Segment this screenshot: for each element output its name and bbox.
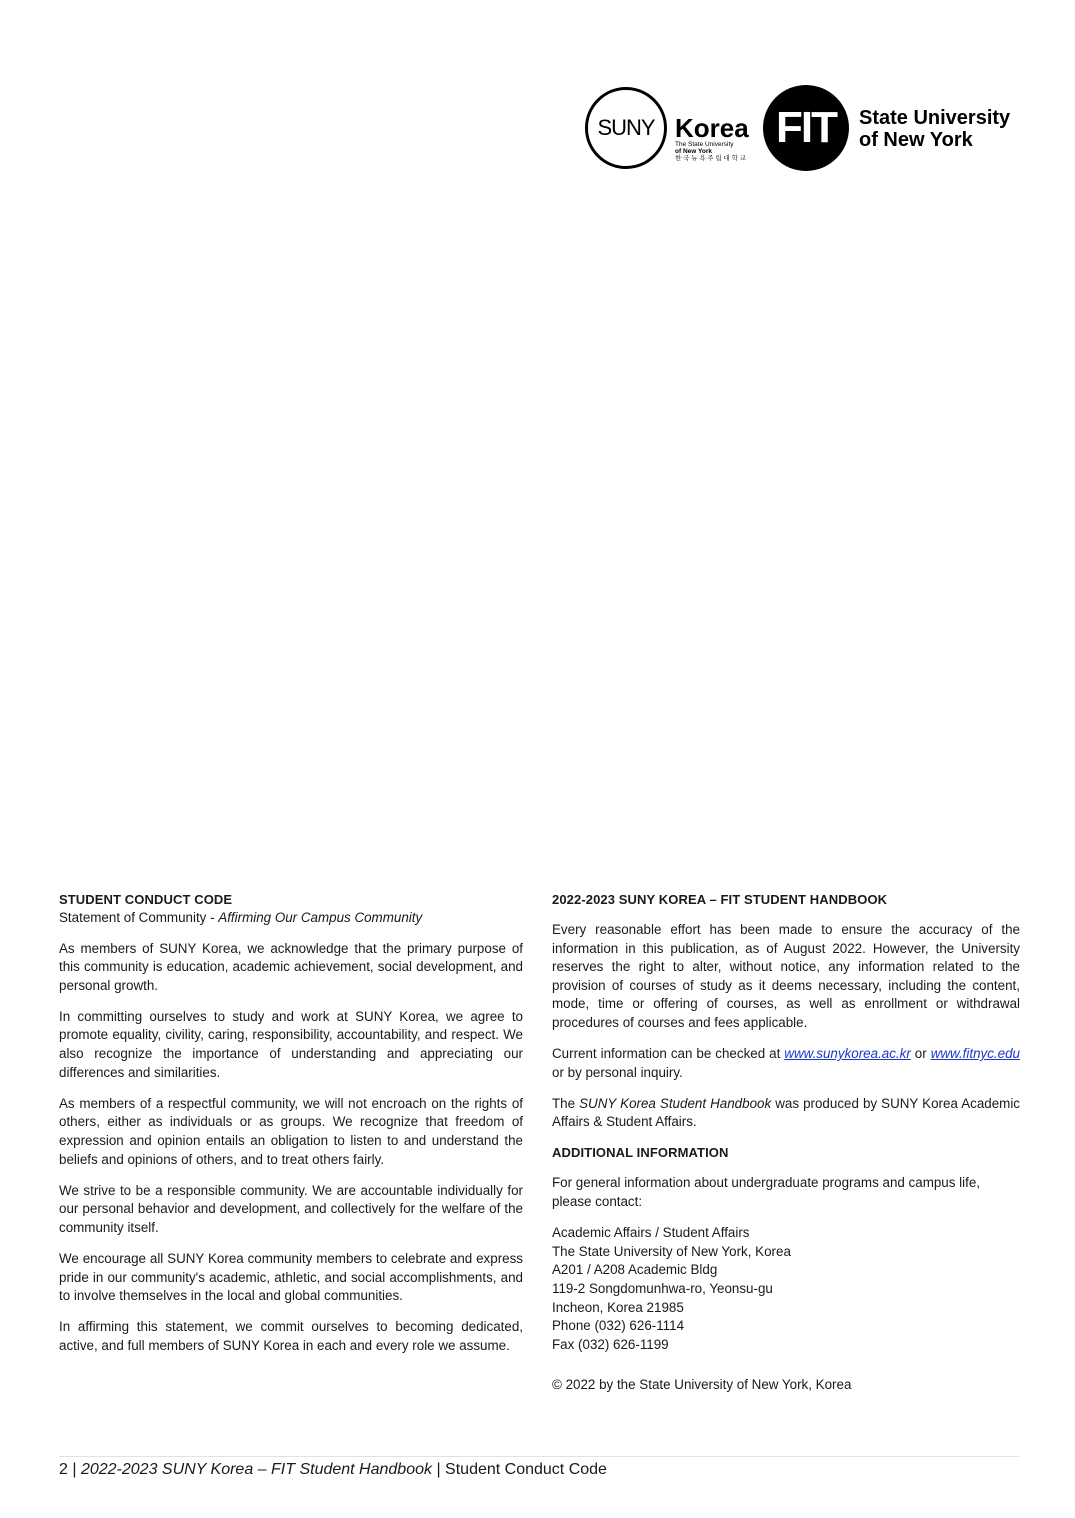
state-university-wordmark: [859, 107, 1010, 151]
copyright-notice: © 2022 by the State University of New York, Korea: [552, 1377, 852, 1393]
fax-line: Fax (032) 626-1199: [552, 1336, 669, 1352]
korea-sub-line2: of New York: [675, 148, 712, 155]
suny-name-line2: of New York: [859, 129, 973, 151]
korea-sub-line1: The State University: [675, 141, 734, 148]
accuracy-paragraph: Every reasonable effort has been made to ensure the accuracy of the information in this publication, as of August 2022. However, the University reserves the right to alter, without notice, any information related to the provision of courses of study as it deems necessary, including the content, mode, time or offering of courses, as well as enrollment or withdrawal procedures of courses and fees applicable.: [552, 922, 1020, 1030]
suny-logo-text: SUNY: [597, 115, 655, 140]
page-footer: [59, 1460, 607, 1480]
fit-logo: [763, 85, 849, 171]
contact-address: [552, 1224, 1020, 1354]
handbook-info-column: [552, 891, 1020, 1407]
paragraph: In affirming this statement, we commit ourselves to becoming dedicated, active, and full members of SUNY Korea in each and every role we assume.: [59, 1319, 523, 1353]
korea-word: Korea: [675, 113, 749, 143]
address-line: The State University of New York, Korea: [552, 1243, 791, 1259]
address-line: Incheon, Korea 21985: [552, 1299, 684, 1315]
produced-by-paragraph: The SUNY Korea Student Handbook was produced by SUNY Korea Academic Affairs & Student Affairs.: [552, 1095, 1020, 1130]
suny-name-line1: State University: [859, 107, 1011, 129]
student-conduct-code-column: [59, 891, 523, 1368]
paragraph: In committing ourselves to study and work at SUNY Korea, we agree to promote equality, civility, caring, responsibility, accountability, and respect. We also recognize the importance of understanding and appreciating our differences and similarities.: [59, 1008, 523, 1080]
korea-sub-line3: 한 국 뉴 욕 주 립 대 학 교: [675, 155, 746, 162]
subheading-italic: Affirming Our Campus Community: [218, 910, 423, 925]
current-info-paragraph: Current information can be checked at www.sunykorea.ac.kr or www.fitnyc.edu or by personal inquiry.: [552, 1046, 1020, 1080]
paragraph: We strive to be a responsible community. We are accountable individually for our personal behavior and development, and collectively for the welfare of the community itself.: [59, 1182, 523, 1235]
footer-section: Student Conduct Code: [445, 1461, 607, 1478]
address-line: Academic Affairs / Student Affairs: [552, 1225, 750, 1241]
student-conduct-code-heading: STUDENT CONDUCT CODE: [59, 892, 233, 907]
footer-separator: |: [432, 1461, 446, 1478]
page-number: 2 |: [59, 1461, 81, 1478]
footer-title: 2022-2023 SUNY Korea – FIT Student Handbook: [80, 1461, 432, 1478]
contact-intro-paragraph: For general information about undergraduate programs and campus life, please contact:: [552, 1175, 981, 1210]
paragraph: As members of a respectful community, we will not encroach on the rights of others, either as individuals or as groups. We recognize that freedom of expression and opinion entails an obligation to listen to and understand the beliefs and opinions of others, and to treat others fairly.: [59, 1095, 523, 1167]
handbook-heading: 2022-2023 SUNY KOREA – FIT STUDENT HANDBOOK: [552, 892, 888, 907]
footer-divider: [59, 1456, 1019, 1457]
fit-logo-text: FIT: [776, 103, 836, 152]
paragraph: As members of SUNY Korea, we acknowledge that the primary purpose of this community is education, academic achievement, social development, and personal growth.: [59, 940, 523, 993]
sunykorea-link[interactable]: www.sunykorea.ac.kr: [784, 1046, 911, 1062]
address-line: 119-2 Songdomunhwa-ro, Yeonsu-gu: [552, 1280, 773, 1296]
additional-information-heading: ADDITIONAL INFORMATION: [552, 1145, 729, 1161]
subheading-plain: Statement of Community -: [59, 910, 219, 925]
statement-of-community-subheading: [59, 909, 523, 928]
fitnyc-link[interactable]: www.fitnyc.edu: [930, 1046, 1020, 1062]
phone-line: Phone (032) 626-1114: [552, 1318, 685, 1334]
suny-korea-wordmark: [675, 115, 749, 162]
suny-logo-circle: [585, 87, 667, 169]
header-logos: [585, 85, 1025, 177]
address-line: A201 / A208 Academic Bldg: [552, 1262, 718, 1278]
paragraph: We encourage all SUNY Korea community members to celebrate and express pride in our community's academic, athletic, and social accomplishments, and to involve themselves in the local and global communities.: [59, 1250, 523, 1304]
